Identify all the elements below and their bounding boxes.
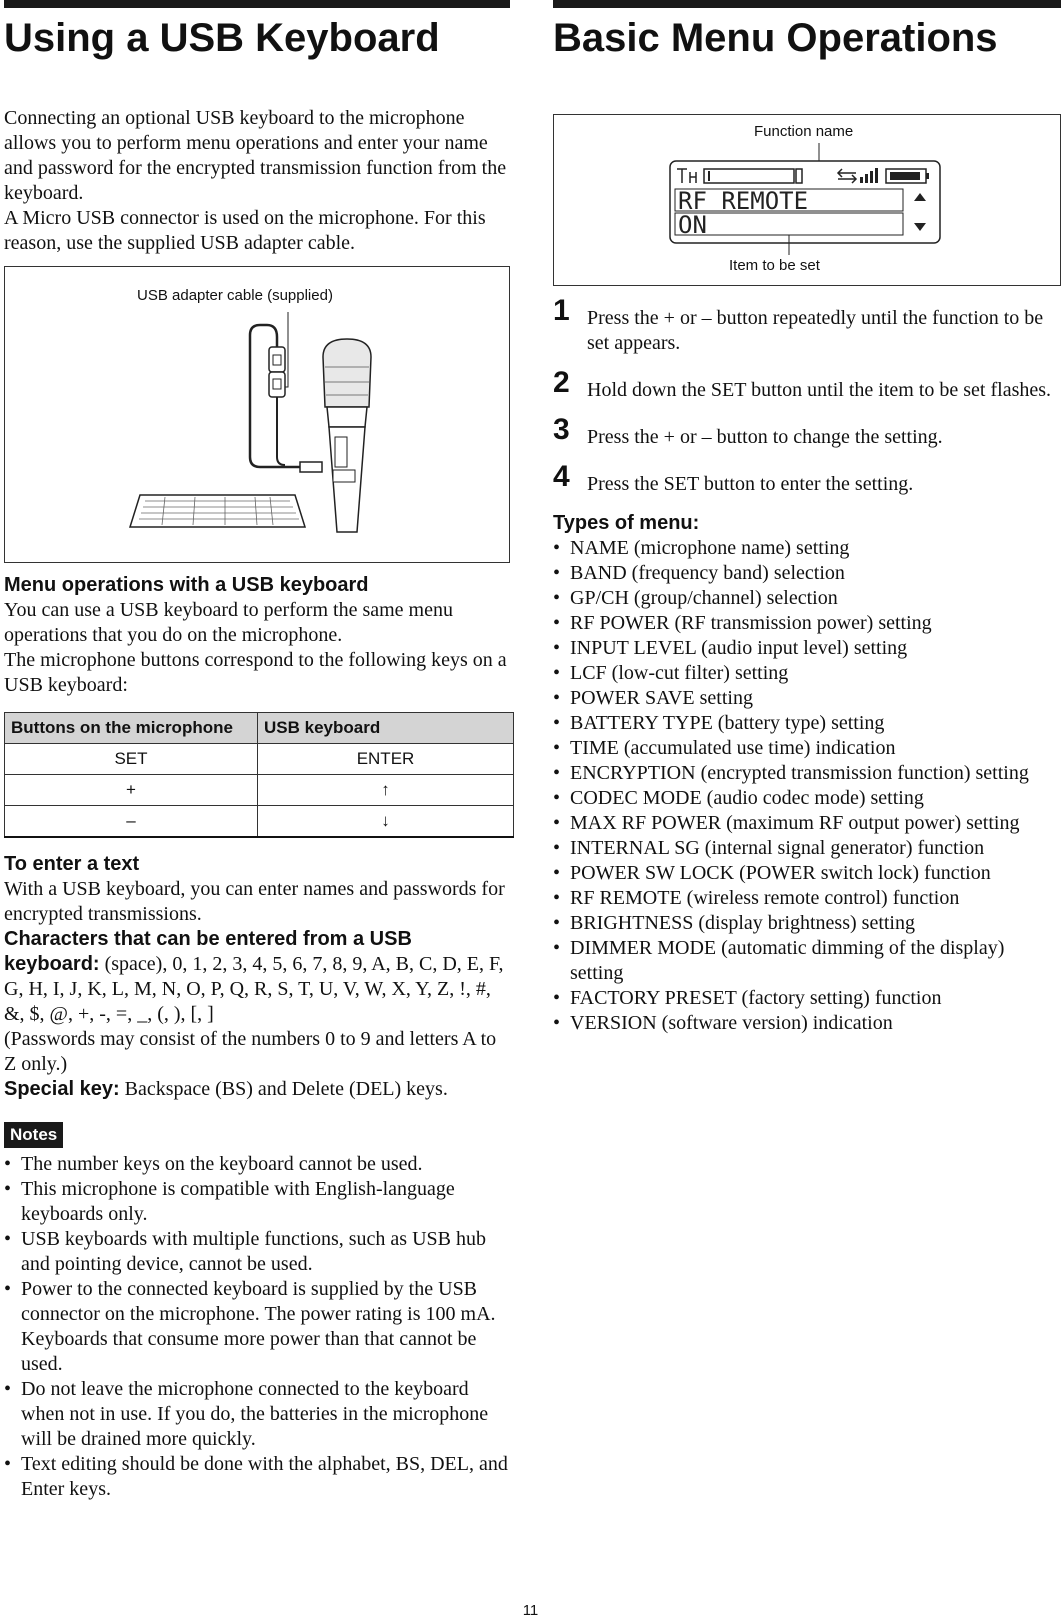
intro-paragraph-1: Connecting an optional USB keyboard to the microphone allows you to perform menu operations and enter your name and password for the encrypted transmission function from the keyboard. [4,107,507,204]
step-number: 3 [553,413,570,446]
right-column [553,0,1061,1036]
list-item: • Power to the connected keyboard is supplied by the USB connector on the microphone. The power rating is 100 mA. Keyboards that consume more power than that cannot be used. [4,1278,496,1375]
special-key-body: Backspace (BS) and Delete (DEL) keys. [119,1078,448,1100]
section-title: Using a USB Keyboard [4,16,440,60]
table-cell: – [5,806,258,838]
step-item [553,294,1061,356]
special-key-paragraph [4,1077,510,1102]
display-figure [553,114,1061,286]
list-item: • The number keys on the keyboard cannot be used. [4,1153,423,1175]
figure-label: USB adapter cable (supplied) [137,287,333,304]
microphone-display [335,437,347,467]
micro-usb-plug [300,462,322,472]
step-text: Hold down the SET button until the item to be set flashes. [587,379,1052,401]
item-to-be-set-label: Item to be set [729,257,820,274]
menu-ops-paragraph-2: The microphone buttons correspond to the following keys on a USB keyboard: [4,649,507,696]
microphone-grille [323,339,371,407]
notes-list [4,1152,510,1502]
list-item: • BRIGHTNESS (display brightness) setting [553,912,915,934]
enter-text-heading: To enter a text [4,853,140,875]
left-column [4,0,510,1502]
list-item: • MAX RF POWER (maximum RF output power) setting [553,812,1020,834]
table-cell: + [5,775,258,806]
microphone-buttons [333,470,355,482]
list-item: • Do not leave the microphone connected to the keyboard when not in use. If you do, the batteries in the microphone will be drained more quickly. [4,1378,489,1450]
types-of-menu-list [553,536,1061,1036]
list-item: • This microphone is compatible with English-language keyboards only. [4,1178,455,1225]
lcd-function-text: RF REMOTE [678,187,809,215]
list-item: • RF POWER (RF transmission power) setting [553,612,932,634]
usb-cable-figure [4,266,510,563]
characters-lead: Characters that can be entered from a USB keyboard: [4,928,412,975]
table-cell: ENTER [258,744,514,775]
lcd-line-2 [675,213,903,235]
keyboard [130,495,305,527]
list-item: • ENCRYPTION (encrypted transmission function) setting [553,762,1029,784]
table-header-cell: Buttons on the microphone [5,713,258,744]
step-item [553,460,1061,497]
page-number: 11 [522,1602,539,1619]
display-illustration [554,115,1060,285]
types-of-menu-heading: Types of menu: [553,512,700,534]
steps-list [553,294,1061,497]
table-cell: ↓ [258,806,514,838]
list-item: • GP/CH (group/channel) selection [553,587,838,609]
list-item: • POWER SW LOCK (POWER switch lock) function [553,862,991,884]
intro-paragraph-2: A Micro USB connector is used on the microphone. For this reason, use the supplied USB adapter cable. [4,207,486,254]
special-key-lead: Special key: [4,1078,120,1100]
table-cell: ↑ [258,775,514,806]
rf-level-meter [704,169,794,183]
menu-ops-heading: Menu operations with a USB keyboard [4,574,369,596]
usb-cable-branch [277,397,285,465]
step-item [553,413,1061,450]
table-row [5,744,514,775]
step-text: Press the + or – button to change the setting. [587,426,943,448]
list-item: • POWER SAVE setting [553,687,753,709]
step-number: 2 [553,366,570,399]
usb-connector-bottom [269,372,285,397]
list-item: • FACTORY PRESET (factory setting) function [553,987,942,1009]
list-item: • DIMMER MODE (automatic dimming of the display) setting [553,937,1005,984]
list-item: • INPUT LEVEL (audio input level) setting [553,637,908,659]
step-item [553,366,1061,403]
characters-paragraph [4,927,510,1027]
step-number: 1 [553,294,570,327]
passwords-note: (Passwords may consist of the numbers 0 to 9 and letters A to Z only.) [4,1028,497,1075]
function-name-label: Function name [754,123,854,140]
section-top-rule [553,0,1061,8]
section-top-rule [4,0,510,8]
list-item: • TIME (accumulated use time) indication [553,737,896,759]
section-title: Basic Menu Operations [553,16,998,60]
step-number: 4 [553,460,570,493]
table-cell: SET [5,744,258,775]
enter-text-body: With a USB keyboard, you can enter names and passwords for encrypted transmissions. [4,878,505,925]
list-item: • VERSION (software version) indication [553,1012,893,1034]
table-header-cell: USB keyboard [258,713,514,744]
step-text: Press the SET button to enter the setting. [587,473,914,495]
characters-list: (space), 0, 1, 2, 3, 4, 5, 6, 7, 8, 9, A, B, C, D, E, F, G, H, I, J, K, L, M, N, O, P, Q, R, S, T, U, V, W, X, Y, Z, !, #, &, $, @, +, -, =, _, (, ), [, ] [4,953,504,1025]
list-item: • RF REMOTE (wireless remote control) function [553,887,960,909]
list-item: • BATTERY TYPE (battery type) setting [553,712,885,734]
notes-badge: Notes [4,1122,63,1148]
usb-connector-top [269,347,285,372]
step-text: Press the + or – button repeatedly until the function to be set appears. [587,307,1044,354]
menu-ops-paragraph-1: You can use a USB keyboard to perform the same menu operations that you do on the microphone. [4,599,453,646]
table-row [5,806,514,838]
list-item: • LCF (low-cut filter) setting [553,662,789,684]
table-row [5,775,514,806]
list-item: • NAME (microphone name) setting [553,537,850,559]
key-mapping-table [4,712,514,838]
list-item: • CODEC MODE (audio codec mode) setting [553,787,924,809]
list-item: • Text editing should be done with the alphabet, BS, DEL, and Enter keys. [4,1453,508,1500]
list-item: • BAND (frequency band) selection [553,562,845,584]
list-item: • INTERNAL SG (internal signal generator) function [553,837,985,859]
usb-cable-illustration [5,267,509,562]
table-header-row [5,713,514,744]
lcd-item-text: ON [678,211,707,239]
list-item: • USB keyboards with multiple functions, such as USB hub and pointing device, cannot be used. [4,1228,486,1275]
microphone-neck [327,407,367,427]
